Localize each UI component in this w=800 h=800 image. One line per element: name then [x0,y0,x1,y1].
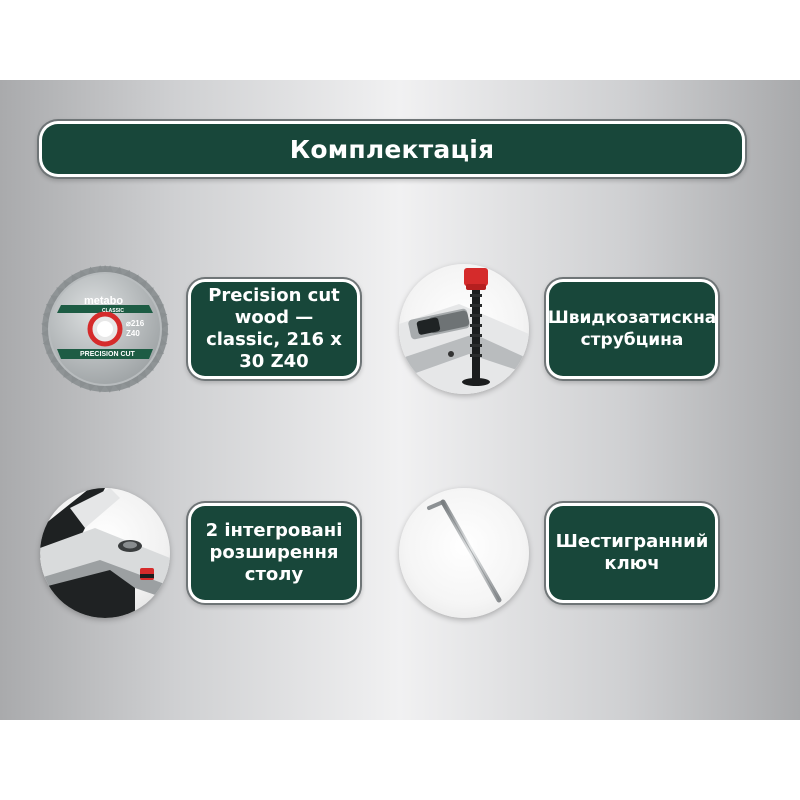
page-title-text: Комплектація [289,134,495,164]
content-panel [0,80,800,720]
blade-line: PRECISION CUT [80,351,135,358]
blade-series: CLASSIC [102,308,124,314]
hex-key-icon [399,488,529,618]
item-table-extension-label: 2 інтегровані розширення столу [191,506,357,600]
quick-clamp-icon [399,264,529,394]
blade-teeth: Z40 [126,329,140,338]
item-hex-key-label: Шестигранний ключ [549,506,715,600]
blade-diameter: ⌀216 [126,319,145,328]
table-extension-icon [40,488,170,618]
item-saw-blade-label: Precision cut wood — classic, 216 x 30 Z40 [191,282,357,376]
page-title [42,124,742,174]
saw-blade-icon [40,264,170,394]
blade-brand: metabo [84,295,124,307]
item-clamp-label: Швидкозатискна струбцина [549,282,715,376]
